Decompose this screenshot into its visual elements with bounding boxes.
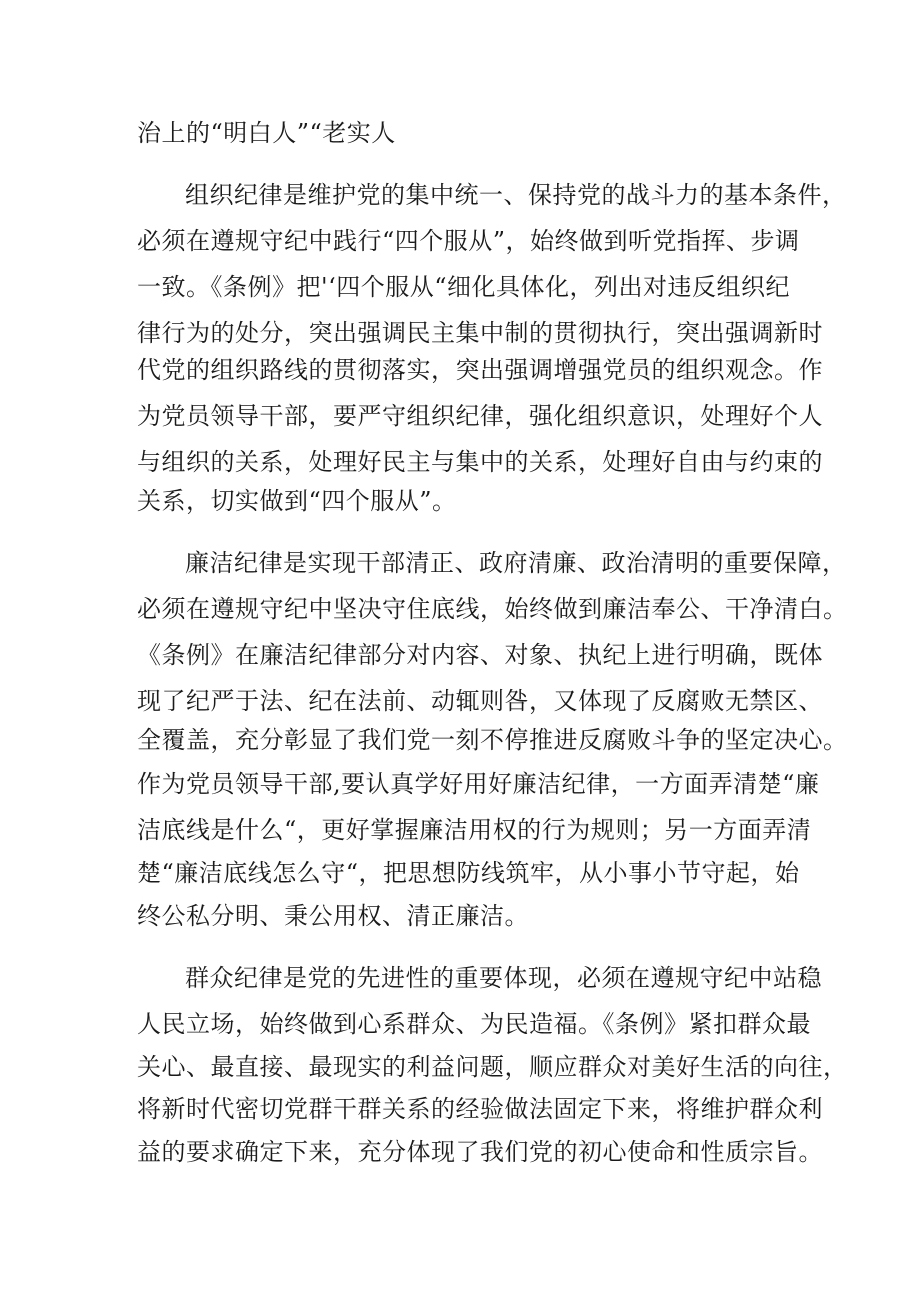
- text-line: 群众纪律是党的先进性的重要体现，必须在遵规守纪中站稳: [185, 964, 822, 992]
- text-line: 廉洁纪律是实现干部清正、政府清廉、政治清明的重要保障，: [185, 549, 847, 577]
- text-line: 律行为的处分，突出强调民主集中制的贯彻执行，突出强调新时: [137, 319, 823, 347]
- text-line: 治上的“明白人”“老实人: [137, 119, 396, 147]
- text-line: 代党的组织路线的贯彻落实，突出强调增强党员的组织观念。作: [137, 356, 823, 384]
- text-line: 必须在遵规守纪中坚决守住底线，始终做到廉洁奉公、干净清白。: [137, 595, 848, 623]
- text-line: 人民立场，始终做到心系群众、为民造福。《条例》紧扣群众最: [137, 1010, 811, 1038]
- text-line: 关系，切实做到“四个服从”。: [137, 487, 457, 515]
- text-line: 洁底线是什么“，更好掌握廉洁用权的行为规则；另一方面弄清: [137, 816, 812, 844]
- text-line: 楚“廉洁底线怎么守“，把思想防线筑牢，从小事小节守起，始: [137, 859, 800, 887]
- text-line: 与组织的关系，处理好民主与集中的关系，处理好自由与约束的: [137, 448, 823, 476]
- text-line: 现了纪严于法、纪在法前、动辄则咎，又体现了反腐败无禁区、: [137, 687, 823, 715]
- text-line: 一致。《条例》把'‘四个服从“细化具体化，列出对违反组织纪: [137, 273, 790, 301]
- text-line: 为党员领导干部，要严守组织纪律，强化组织意识，处理好个人: [137, 402, 823, 430]
- text-line: 必须在遵规守纪中践行“四个服从”，始终做到听党指挥、步调: [137, 227, 800, 255]
- text-line: 全覆盖，充分彰显了我们党一刻不停推进反腐败斗争的坚定决心。: [137, 726, 848, 754]
- text-line: 关心、最直接、最现实的利益问题，顺应群众对美好生活的向往，: [137, 1053, 848, 1081]
- text-line: 作为党员领导干部,要认真学好用好廉洁纪律，一方面弄清楚“廉: [137, 770, 820, 798]
- text-line: 益的要求确定下来，充分体现了我们党的初心使命和性质宗旨。: [137, 1138, 823, 1166]
- text-line: 将新时代密切党群干群关系的经验做法固定下来，将维护群众利: [137, 1095, 823, 1123]
- text-line: 组织纪律是维护党的集中统一、保持党的战斗力的基本条件，: [185, 181, 847, 209]
- text-line: 《条例》在廉洁纪律部分对内容、对象、执纪上进行明确，既体: [137, 641, 823, 669]
- text-line: 终公私分明、秉公用权、清正廉洁。: [137, 902, 529, 930]
